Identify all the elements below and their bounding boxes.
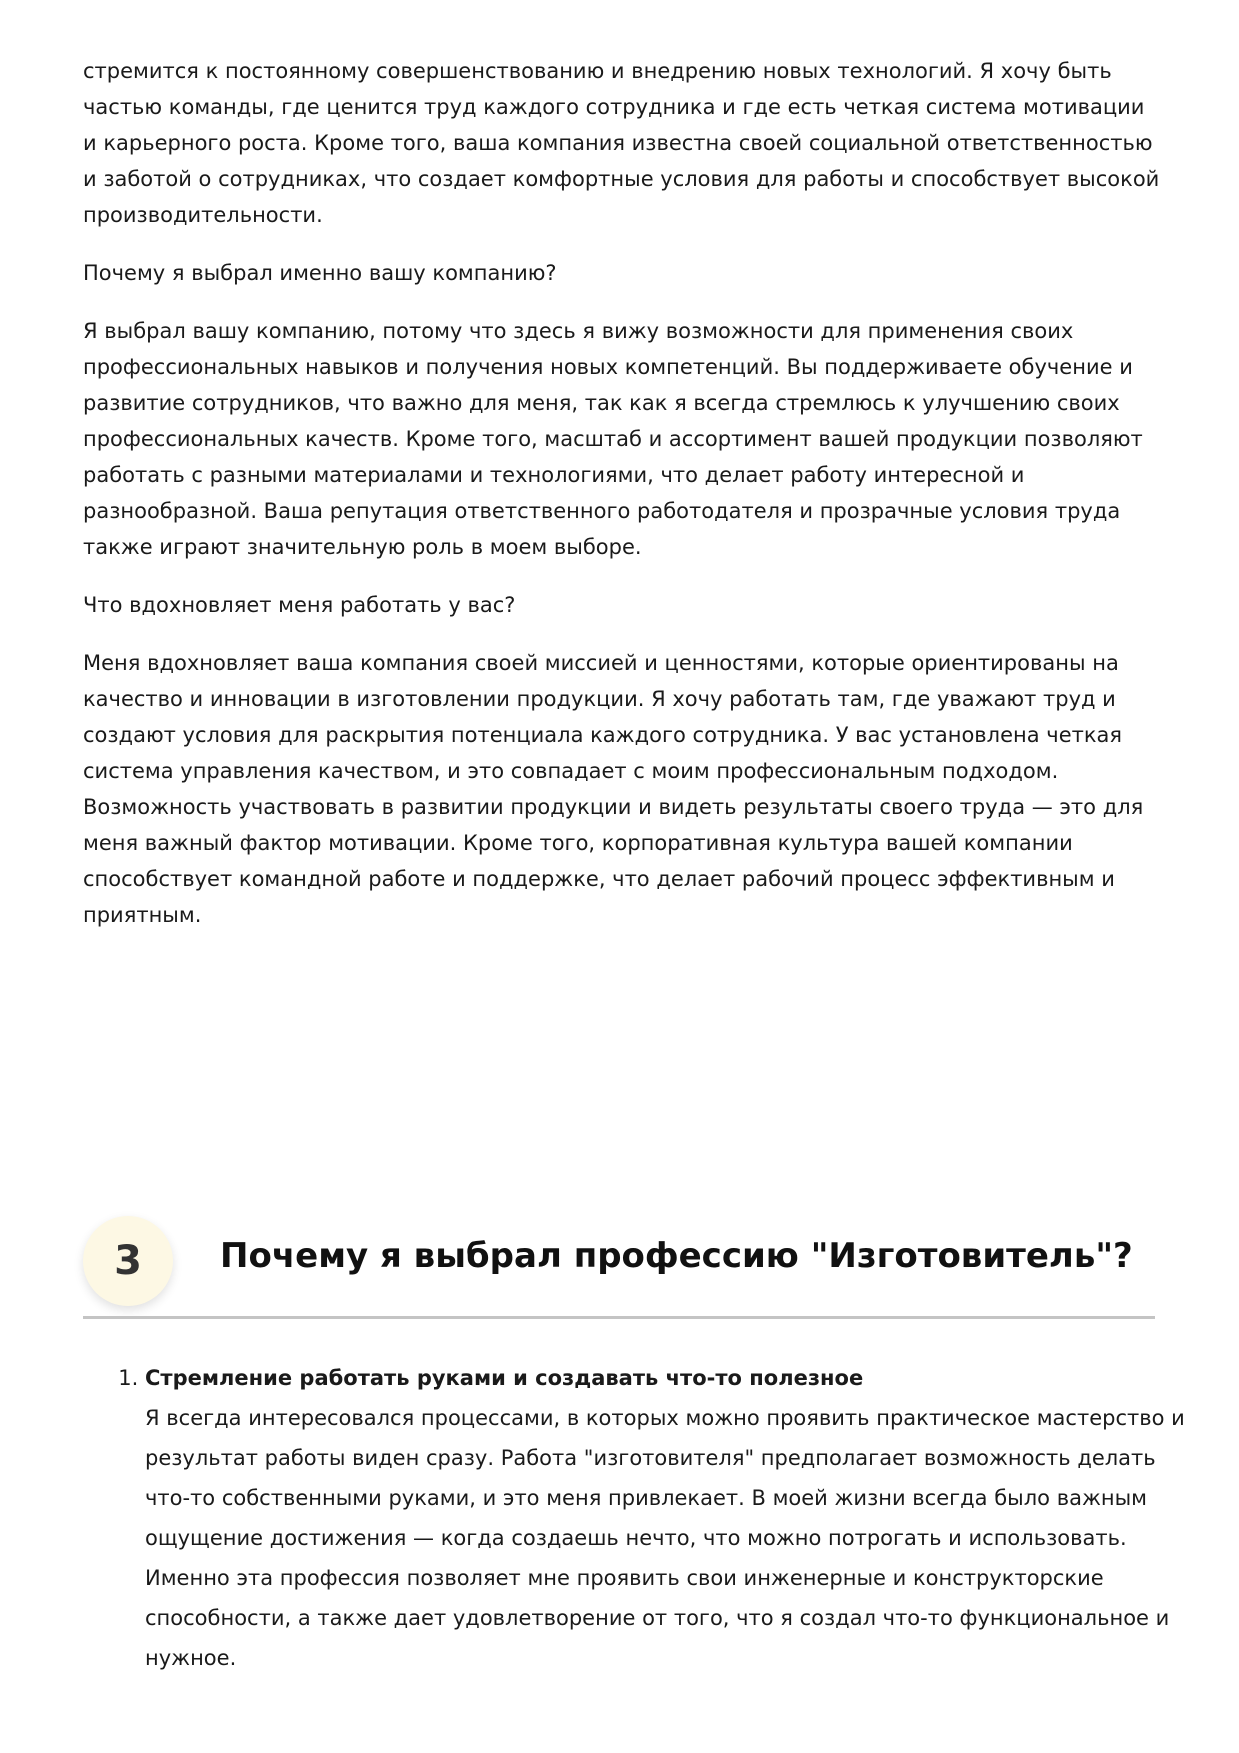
paragraph: стремится к постоянному совершенствованию и внедрению новых технологий. Я хочу быть частью команды, где ценится труд каждого сотрудника и где есть четкая система мотивации и карьерного роста. Кроме того, ваша компания известна своей социальной ответственностью и заботой о сотрудниках, что создает комфортные условия для работы и способствует высокой производительности.	[83, 59, 1160, 227]
section-number-badge: 3	[83, 1216, 173, 1306]
paragraph: Я выбрал вашу компанию, потому что здесь я вижу возможности для применения своих профессиональных навыков и получения новых компетенций. Вы поддерживаете обучение и развитие сотрудников, что важно для меня, так как я всегда стремлюсь к улучшению своих профессиональных качеств. Кроме того, масштаб и ассортимент вашей продукции позволяют работать с разными материалами и технологиями, что делает работу интересной и разнообразной. Ваша репутация ответственного работодателя и прозрачные условия труда также играют значительную роль в моем выборе.	[83, 319, 1143, 559]
section-title: Почему я выбрал профессию "Изготовитель"?	[220, 1236, 1133, 1276]
article-body	[83, 53, 1163, 955]
list-item-title: 1. Стремление работать руками и создавать что-то полезное	[145, 1366, 864, 1390]
list-item	[145, 1358, 1195, 1678]
paragraph: Меня вдохновляет ваша компания своей миссией и ценностями, которые ориентированы на качество и инновации в изготовлении продукции. Я хочу работать там, где уважают труд и создают условия для раскрытия потенциала каждого сотрудника. У вас установлена четкая система управления качеством, и это совпадает с моим профессиональным подходом. Возможность участвовать в развитии продукции и видеть результаты своего труда — это для меня важный фактор мотивации. Кроме того, корпоративная культура вашей компании способствует командной работе и поддержке, что делает рабочий процесс эффективным и приятным.	[83, 651, 1144, 927]
section-divider	[83, 1316, 1155, 1319]
reasons-list	[83, 1358, 1195, 1678]
list-item-text: Я всегда интересовался процессами, в которых можно проявить практическое мастерство и результат работы виден сразу. Работа "изготовителя" предполагает возможность делать что-то собственными руками, и это меня привлекает. В моей жизни всегда было важным ощущение достижения — когда создаешь нечто, что можно потрогать и использовать. Именно эта профессия позволяет мне проявить свои инженерные и конструкторские способности, а также дает удовлетворение от того, что я создал что-то функциональное и нужное.	[145, 1406, 1185, 1670]
question-heading: Почему я выбрал именно вашу компанию?	[83, 261, 557, 285]
question-heading: Что вдохновляет меня работать у вас?	[83, 593, 516, 617]
